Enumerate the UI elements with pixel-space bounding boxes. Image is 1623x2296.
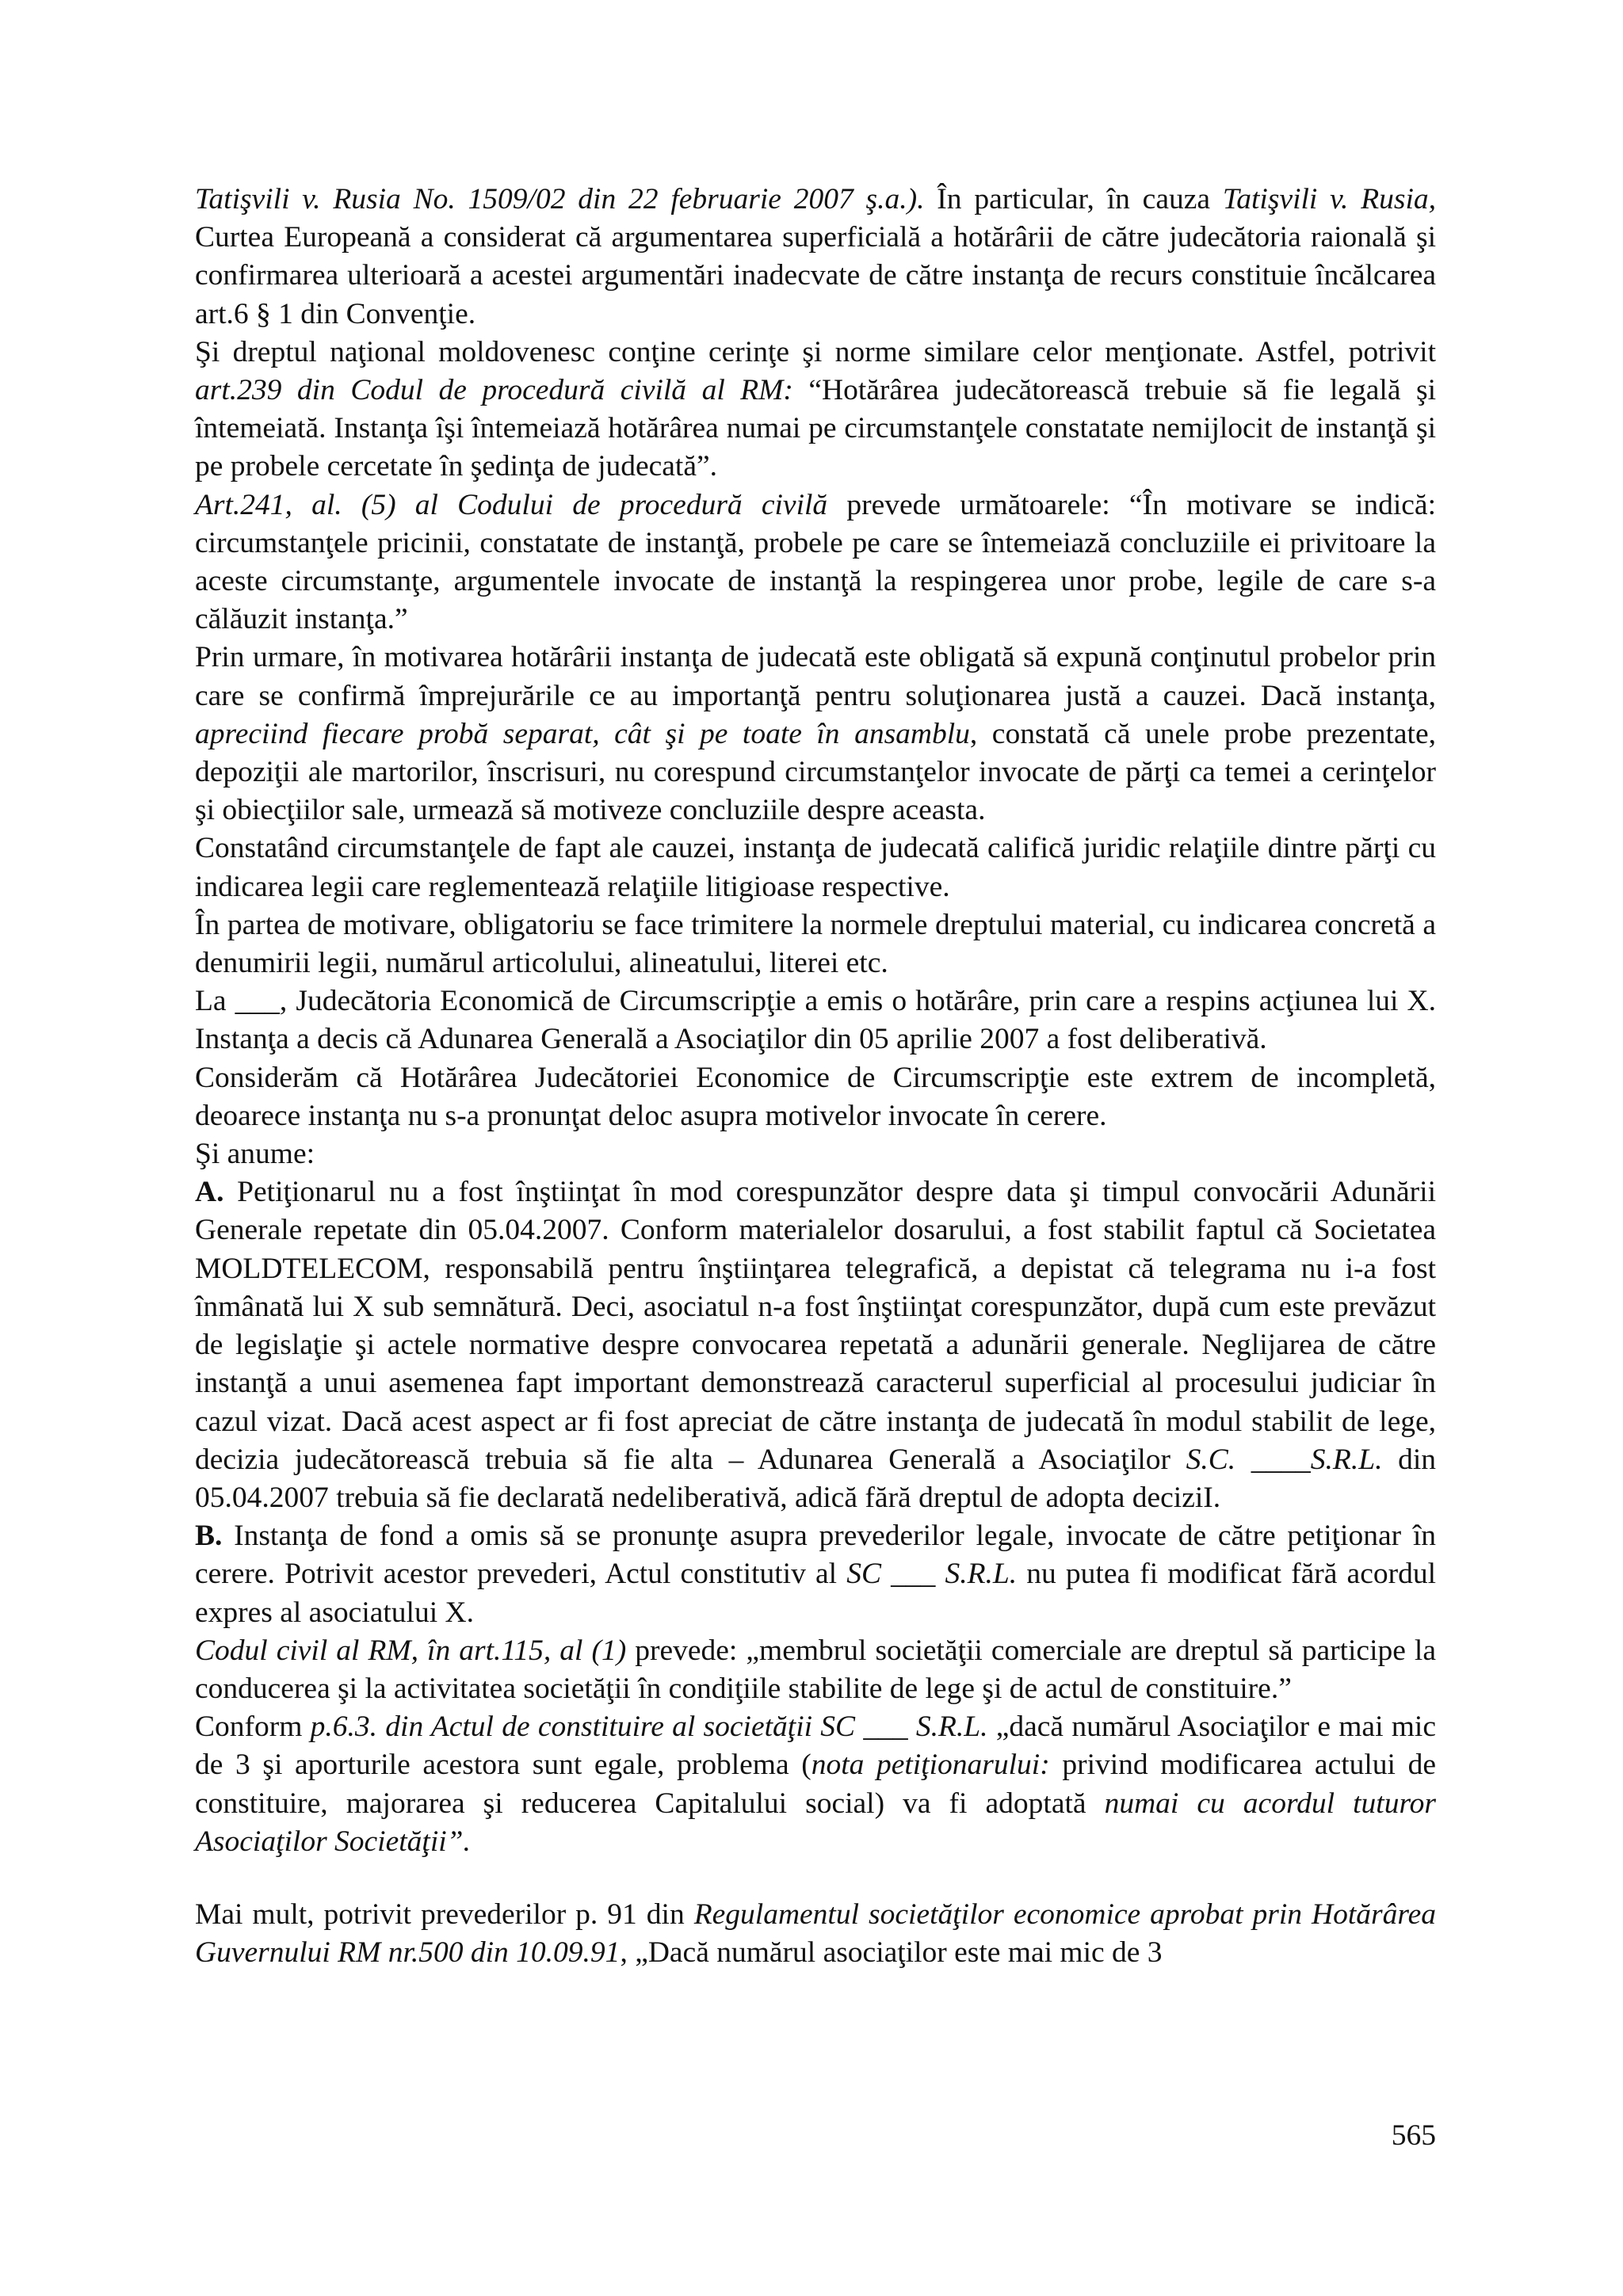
text-run: SC ___ S.R.L. xyxy=(846,1558,1018,1591)
text-run: Constatând circumstanţele de fapt ale cauzei, instanţa de judecată califică juridic relaţiile dintre părţi cu indicarea legii care reglementează relaţiile litigioase respective. xyxy=(195,832,1436,903)
paragraph xyxy=(195,1059,1436,1135)
paragraph xyxy=(195,1135,1436,1173)
text-run: S.C. ____S.R.L. xyxy=(1186,1443,1383,1476)
paragraph xyxy=(195,1173,1436,1517)
text-run: , „Dacă numărul asociaţilor este mai mic de 3 xyxy=(620,1936,1163,1970)
text-run: nota petiţionarului: xyxy=(811,1749,1050,1782)
paragraph xyxy=(195,181,1436,334)
text-run: Prin urmare, în motivarea hotărârii instanţa de judecată este obligată să expună conţinutul probelor prin care se confirmă împrejurările ce au importanţă pentru soluţionarea justă a cauzei. Dacă instanţa, xyxy=(195,641,1436,712)
text-run: , constată că unele probe prezentate, depoziţii ale martorilor, înscrisuri, nu corespund circumstanţelor invocate de părţi ca temei a cerinţelor şi obiecţiilor sale, urmează să motiveze concluziile despre aceasta. xyxy=(195,717,1436,827)
text-run: Considerăm că Hotărârea Judecătoriei Economice de Circumscripţie este extrem de incompletă, deoarece instanţa nu s-a pronunţat deloc asupra motivelor invocate în cerere. xyxy=(195,1061,1436,1132)
text-run: din 05.04.2007 trebuia să fie declarată nedeliberativă, adică fără dreptul de adopta deciziI. xyxy=(195,1443,1436,1514)
paragraph xyxy=(195,1632,1436,1708)
text-run: “Hotărârea judecătorească trebuie să fie legală şi întemeiată. Instanţa îşi întemeiază hotărârea numai pe circumstanţele constatate nemijlocit de instanţă şi pe probele cercetate în şedinţa de judecată”. xyxy=(195,374,1436,483)
text-run: prevede următoarele: “În motivare se indică: circumstanţele pricinii, constatate de instanţă, probele pe care se întemeiază concluziile ei privitoare la aceste circumstanţe, argumentele invocate de instanţă la respingerea unor probe, legile de care s-a călăuzit instanţa.” xyxy=(195,488,1436,636)
text-run: Şi dreptul naţional moldovenesc conţine cerinţe şi norme similare celor menţionate. Astfel, potrivit xyxy=(195,335,1436,368)
text-run: Curtea Europeană a considerat că argumentarea superficială a hotărârii de către judecătoria raională şi confirmarea ulterioară a acestei argumentări inadecvate de către instanţa de recurs constituie încălcarea art.6 § 1 din Convenţie. xyxy=(195,221,1436,330)
paragraph xyxy=(195,1896,1436,1972)
text-run: Art.241, al. (5) al Codului de procedură civilă xyxy=(195,488,828,521)
text-run: apreciind fiecare probă separat, cât şi pe toate în ansamblu xyxy=(195,717,970,750)
paragraph xyxy=(195,486,1436,639)
paragraph xyxy=(195,1708,1436,1861)
paragraph xyxy=(195,639,1436,830)
text-run: În partea de motivare, obligatoriu se face trimitere la normele dreptului material, cu indicarea concretă a denumirii legii, numărul articolului, alineatului, literei etc. xyxy=(195,908,1436,980)
text-run: p.6.3. din Actul de constituire al societăţii SC ___ S.R.L. xyxy=(310,1711,988,1744)
text-run: Tatişvili v. Rusia, xyxy=(1222,183,1436,215)
paragraph xyxy=(195,1517,1436,1632)
text-run: Mai mult, potrivit prevederilor p. 91 din xyxy=(195,1897,694,1931)
text-run: numai cu acordul tuturor Asociaţilor Societăţii”. xyxy=(195,1787,1436,1858)
text-run: În particular, în cauza xyxy=(924,183,1223,215)
text-run: Şi anume: xyxy=(195,1138,315,1171)
page-number: 565 xyxy=(1391,2119,1436,2152)
text-run: „dacă numărul Asociaţilor e mai mic de 3 şi aporturile acestora sunt egale, problema ( xyxy=(195,1711,1436,1782)
text-run: Codul civil al RM, în art.115, al (1) xyxy=(195,1634,627,1667)
paragraph xyxy=(195,830,1436,906)
text-run: prevede: „membrul societăţii comerciale are dreptul să participe la conducerea şi la activitatea societăţii în condiţiile stabilite de lege şi de actul de constituire.” xyxy=(195,1634,1436,1705)
text-run: Instanţa de fond a omis să se pronunţe asupra prevederilor legale, invocate de către petiţionar în cerere. Potrivit acestor prevederi, Actul constitutiv al xyxy=(195,1520,1436,1591)
text-run: privind modificarea actului de constituire, majorarea şi reducerea Capitalului social) va fi adoptată xyxy=(195,1749,1436,1820)
text-run: art.239 din Codul de procedură civilă al RM: xyxy=(195,374,793,407)
text-run: Conform xyxy=(195,1711,311,1744)
paragraph xyxy=(195,334,1436,486)
text-run: A. xyxy=(195,1176,224,1209)
text-run: B. xyxy=(195,1520,223,1553)
document-body xyxy=(195,181,1436,1972)
text-run: Regulamentul societăţilor economice aprobat prin Hotărârea Guvernului RM nr.500 din 10.09.91 xyxy=(195,1897,1436,1970)
text-run: La ___, Judecătoria Economică de Circumscripţie a emis o hotărâre, prin care a respins acţiunea lui X. Instanţa a decis că Adunarea Generală a Asociaţilor din 05 aprilie 2007 a fost deliberativă. xyxy=(195,985,1436,1056)
paragraph xyxy=(195,982,1436,1058)
text-run: nu putea fi modificat fără acordul expres al asociatului X. xyxy=(195,1558,1436,1629)
text-run: Petiţionarul nu a fost înştiinţat în mod corespunzător despre data şi timpul convocării Adunării Generale repetate din 05.04.2007. Conform materialelor dosarului, a fost stabilit faptul că Societatea MOLDTELECOM, responsabilă pentru înştiinţarea telegrafică, a depistat că telegrama nu i-a fost înmânată lui X sub semnătură. Deci, asociatul n-a fost înştiinţat corespunzător, după cum este prevăzut de legislaţie şi actele normative despre convocarea repetată a adunării generale. Neglijarea de către instanţă a unui asemenea fapt important demonstrează caracterul superficial al procesului judiciar în cazul vizat. Dacă acest aspect ar fi fost apreciat de către instanţa de judecată în modul stabilit de lege, decizia judecătorească trebuia să fie alta – Adunarea Generală a Asociaţilor xyxy=(195,1176,1436,1476)
text-run: Tatişvili v. Rusia No. 1509/02 din 22 februarie 2007 ş.a.). xyxy=(195,183,925,215)
paragraph xyxy=(195,906,1436,982)
